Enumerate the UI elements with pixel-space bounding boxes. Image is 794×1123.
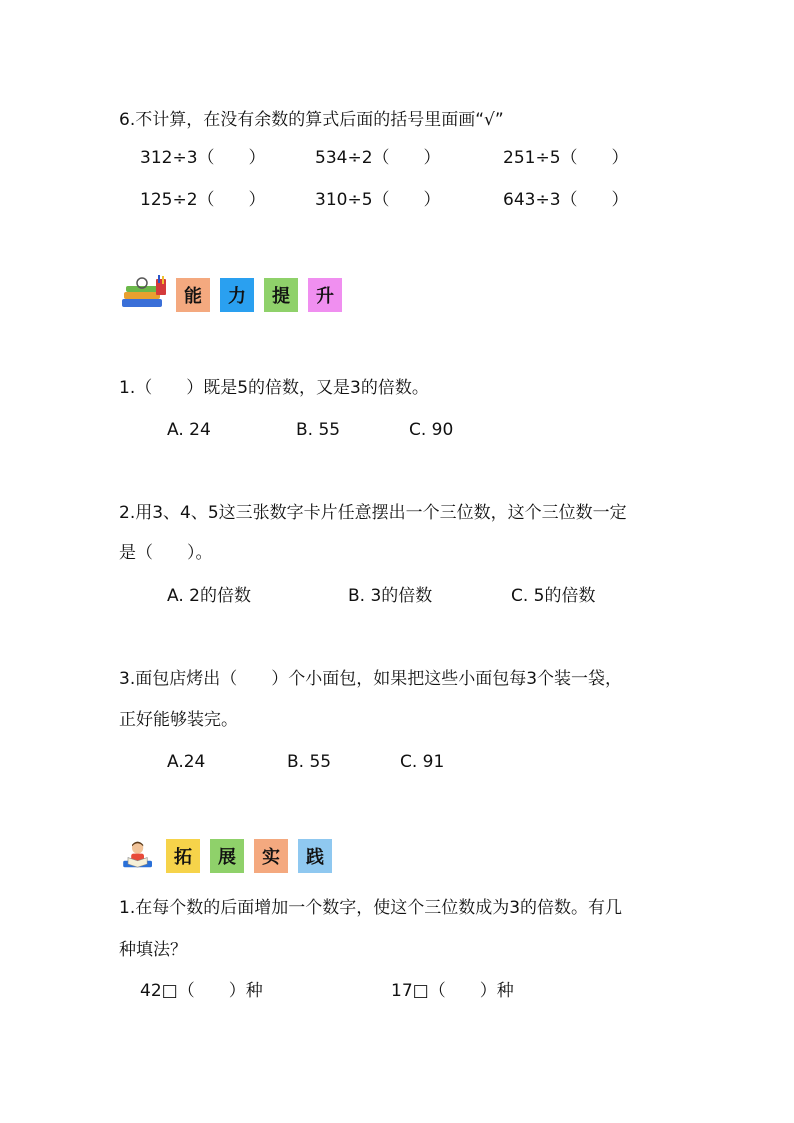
q6-title: 6.不计算，在没有余数的算式后面的括号里面画“√” (119, 110, 504, 130)
q6-item: 125÷2（ ） (140, 190, 266, 210)
books-icon (120, 275, 170, 315)
problem-2-line1: 2.用3、4、5这三张数字卡片任意摆出一个三位数，这个三位数一定 (119, 503, 627, 523)
section-char-tile: 实 (254, 839, 288, 873)
section-header-practice (120, 836, 342, 876)
option-b: B. 55 (296, 420, 341, 440)
section-header-ability (120, 275, 352, 315)
option-b: B. 3的倍数 (348, 586, 433, 606)
section-char-tile: 力 (220, 278, 254, 312)
q6-item: 251÷5（ ） (503, 148, 629, 168)
section-char-tile: 提 (264, 278, 298, 312)
problem-3-line1: 3.面包店烤出（ ）个小面包，如果把这些小面包每3个装一袋， (119, 669, 623, 689)
problem-3-line2: 正好能够装完。 (119, 710, 238, 730)
option-a: A. 24 (167, 420, 211, 440)
section-char-tile: 拓 (166, 839, 200, 873)
section-char-tile: 能 (176, 278, 210, 312)
q6-item: 312÷3（ ） (140, 148, 266, 168)
q6-item: 310÷5（ ） (315, 190, 441, 210)
option-c: C. 90 (409, 420, 454, 440)
problem-2-line2: 是（ ）。 (119, 543, 213, 563)
q6-item: 643÷3（ ） (503, 190, 629, 210)
extension-item: 17□（ ）种 (391, 981, 514, 1001)
section-char-tile: 展 (210, 839, 244, 873)
extension-item: 42□（ ）种 (140, 981, 263, 1001)
section-char-tile: 践 (298, 839, 332, 873)
option-a: A. 2的倍数 (167, 586, 251, 606)
option-c: C. 91 (400, 752, 445, 772)
problem-1-text: 1.（ ）既是5的倍数，又是3的倍数。 (119, 378, 429, 398)
option-b: B. 55 (287, 752, 332, 772)
reading-child-icon (120, 836, 160, 876)
option-a: A.24 (167, 752, 206, 772)
extension-1-line1: 1.在每个数的后面增加一个数字，使这个三位数成为3的倍数。有几 (119, 898, 623, 918)
section-char-tile: 升 (308, 278, 342, 312)
option-c: C. 5的倍数 (511, 586, 596, 606)
q6-item: 534÷2（ ） (315, 148, 441, 168)
extension-1-line2: 种填法？ (119, 940, 187, 960)
